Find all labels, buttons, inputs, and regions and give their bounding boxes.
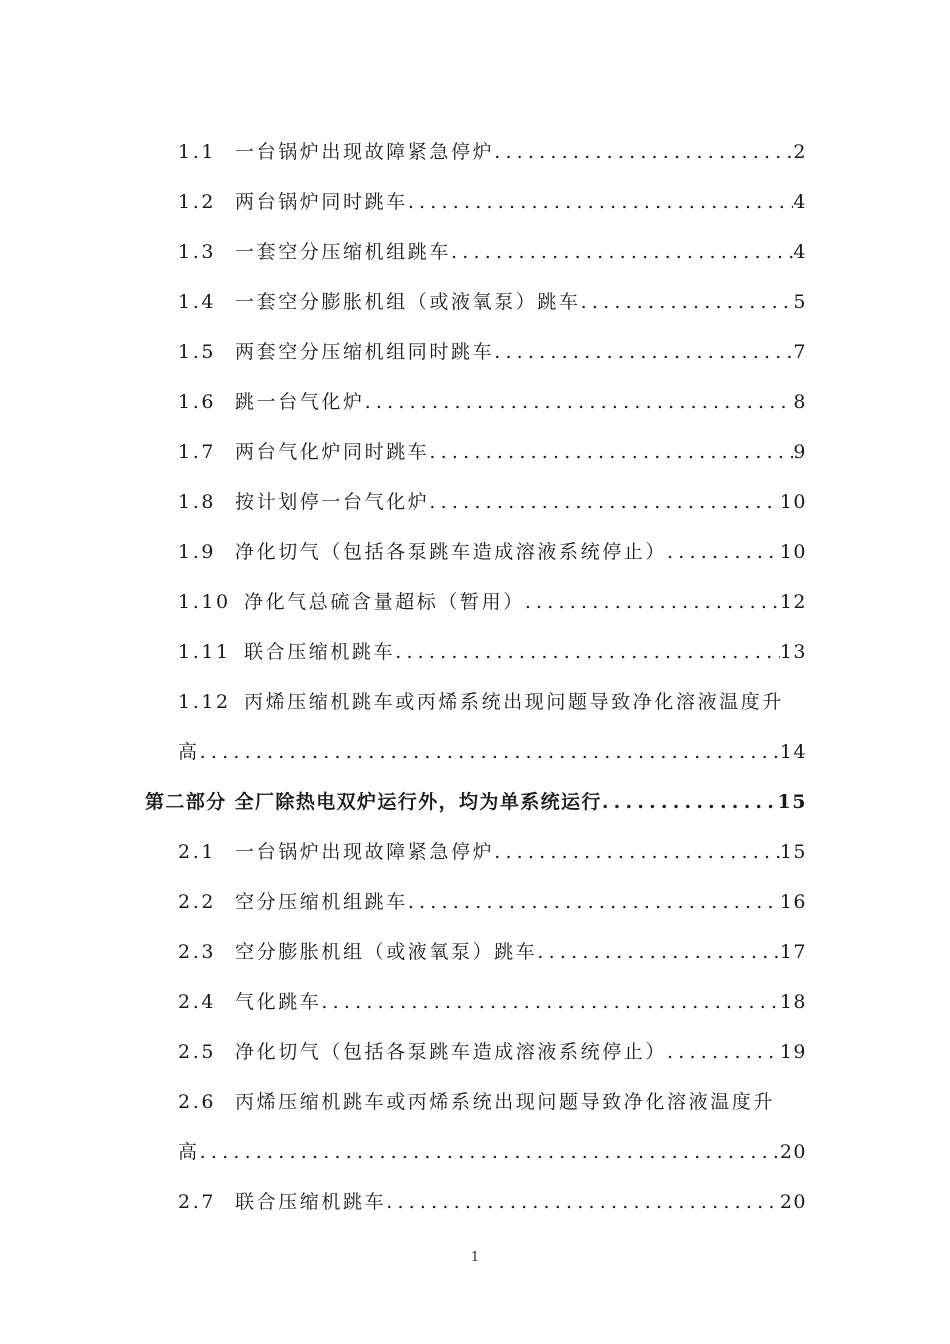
toc-entry-2-2[interactable] xyxy=(0,877,950,927)
dot-leader xyxy=(200,727,780,777)
toc-entry-2-7[interactable] xyxy=(0,1177,950,1227)
toc-title: 跳一台气化炉 xyxy=(235,391,365,413)
toc-title-continuation: 高 xyxy=(178,741,200,763)
toc-title: 联合压缩机跳车 xyxy=(244,641,396,663)
toc-part-2[interactable] xyxy=(0,777,950,827)
toc-number: 2.2 xyxy=(178,891,217,913)
toc-number: 1.3 xyxy=(178,241,217,263)
toc-number: 2.3 xyxy=(178,941,217,963)
toc-page: 15 xyxy=(779,841,807,863)
dot-leader xyxy=(408,877,780,927)
dot-leader xyxy=(537,927,779,977)
toc-page: 10 xyxy=(779,491,807,513)
toc-page: 7 xyxy=(793,341,807,363)
dot-leader xyxy=(494,127,793,177)
toc-number: 1.7 xyxy=(178,441,217,463)
toc-entry-2-1[interactable] xyxy=(0,827,950,877)
toc-entry-2-3[interactable] xyxy=(0,927,950,977)
toc-number: 1.1 xyxy=(178,141,217,163)
toc-number: 1.2 xyxy=(178,191,217,213)
toc-title: 空分膨胀机组（或液氧泵）跳车 xyxy=(235,941,538,963)
dot-leader xyxy=(386,1177,780,1227)
toc-title: 净化切气（包括各泵跳车造成溶液系统停止） xyxy=(235,541,668,563)
toc-page: 18 xyxy=(779,991,807,1013)
toc-number: 2.7 xyxy=(178,1191,217,1213)
toc-page: 20 xyxy=(779,1141,807,1163)
dot-leader xyxy=(494,327,793,377)
toc-entry-1-6[interactable] xyxy=(0,377,950,427)
dot-leader xyxy=(365,377,794,427)
toc-title: 丙烯压缩机跳车或丙烯系统出现问题导致净化溶液温度升 xyxy=(235,1091,776,1113)
toc-entry-1-5[interactable] xyxy=(0,327,950,377)
toc-title: 一套空分压缩机组跳车 xyxy=(235,241,452,263)
toc-part-title: 第二部分 全厂除热电双炉运行外，均为单系统运行 xyxy=(145,791,602,813)
toc-page: 20 xyxy=(779,1191,807,1213)
toc-entry-1-10[interactable] xyxy=(0,577,950,627)
dot-leader xyxy=(451,227,793,277)
dot-leader xyxy=(602,777,778,827)
toc-page: 15 xyxy=(777,791,807,813)
toc-title: 丙烯压缩机跳车或丙烯系统出现问题导致净化溶液温度升 xyxy=(244,691,785,713)
toc-title: 两台气化炉同时跳车 xyxy=(235,441,430,463)
toc-entry-1-8[interactable] xyxy=(0,477,950,527)
toc-number: 1.8 xyxy=(178,491,217,513)
toc-entry-1-1[interactable] xyxy=(0,127,950,177)
toc-page: 17 xyxy=(779,941,807,963)
dot-leader xyxy=(408,177,794,227)
toc-entry-1-12[interactable] xyxy=(0,677,950,727)
toc-number: 2.5 xyxy=(178,1041,217,1063)
toc-title: 两台锅炉同时跳车 xyxy=(235,191,408,213)
toc-page: 19 xyxy=(779,1041,807,1063)
toc-number: 1.10 xyxy=(178,591,231,613)
toc-title: 一台锅炉出现故障紧急停炉 xyxy=(235,841,495,863)
page-number: 1 xyxy=(470,1250,480,1265)
toc-entry-2-5[interactable] xyxy=(0,1027,950,1077)
toc-page: 5 xyxy=(793,291,807,313)
toc-title: 一台锅炉出现故障紧急停炉 xyxy=(235,141,495,163)
toc-title-continuation: 高 xyxy=(178,1141,200,1163)
toc-number: 2.4 xyxy=(178,991,217,1013)
dot-leader xyxy=(429,477,779,527)
toc-page: 16 xyxy=(779,891,807,913)
dot-leader xyxy=(667,527,780,577)
toc-title: 两套空分压缩机组同时跳车 xyxy=(235,341,495,363)
toc-number: 1.9 xyxy=(178,541,217,563)
toc-number: 1.11 xyxy=(178,641,231,663)
toc-entry-1-12-cont[interactable] xyxy=(0,727,950,777)
toc-entry-2-4[interactable] xyxy=(0,977,950,1027)
toc-page: 4 xyxy=(793,241,807,263)
toc-entry-2-6[interactable] xyxy=(0,1077,950,1127)
dot-leader xyxy=(667,1027,780,1077)
toc-page: 12 xyxy=(779,591,807,613)
toc-page: 2 xyxy=(793,141,807,163)
dot-leader xyxy=(200,1127,780,1177)
toc-number: 1.6 xyxy=(178,391,217,413)
toc-page: 4 xyxy=(793,191,807,213)
toc-number: 1.4 xyxy=(178,291,217,313)
toc-entry-1-2[interactable] xyxy=(0,177,950,227)
dot-leader xyxy=(525,577,780,627)
toc-number: 2.6 xyxy=(178,1091,217,1113)
toc-entry-1-4[interactable] xyxy=(0,277,950,327)
toc-page: 10 xyxy=(779,541,807,563)
toc-entry-2-6-cont[interactable] xyxy=(0,1127,950,1177)
toc-entry-1-9[interactable] xyxy=(0,527,950,577)
dot-leader xyxy=(321,977,779,1027)
table-of-contents xyxy=(0,127,950,1227)
toc-number: 1.5 xyxy=(178,341,217,363)
dot-leader xyxy=(581,277,794,327)
toc-number: 2.1 xyxy=(178,841,217,863)
toc-page: 14 xyxy=(779,741,807,763)
dot-leader xyxy=(395,627,780,677)
toc-entry-1-7[interactable] xyxy=(0,427,950,477)
toc-title: 空分压缩机组跳车 xyxy=(235,891,408,913)
toc-number: 1.12 xyxy=(178,691,231,713)
toc-title: 按计划停一台气化炉 xyxy=(235,491,430,513)
toc-title: 气化跳车 xyxy=(235,991,322,1013)
toc-page: 13 xyxy=(779,641,807,663)
toc-entry-1-3[interactable] xyxy=(0,227,950,277)
toc-title: 联合压缩机跳车 xyxy=(235,1191,387,1213)
toc-title: 净化切气（包括各泵跳车造成溶液系统停止） xyxy=(235,1041,668,1063)
dot-leader xyxy=(429,427,793,477)
toc-page: 8 xyxy=(793,391,807,413)
toc-title: 一套空分膨胀机组（或液氧泵）跳车 xyxy=(235,291,581,313)
toc-entry-1-11[interactable] xyxy=(0,627,950,677)
dot-leader xyxy=(494,827,780,877)
toc-page: 9 xyxy=(793,441,807,463)
toc-title: 净化气总硫含量超标（暂用） xyxy=(244,591,525,613)
